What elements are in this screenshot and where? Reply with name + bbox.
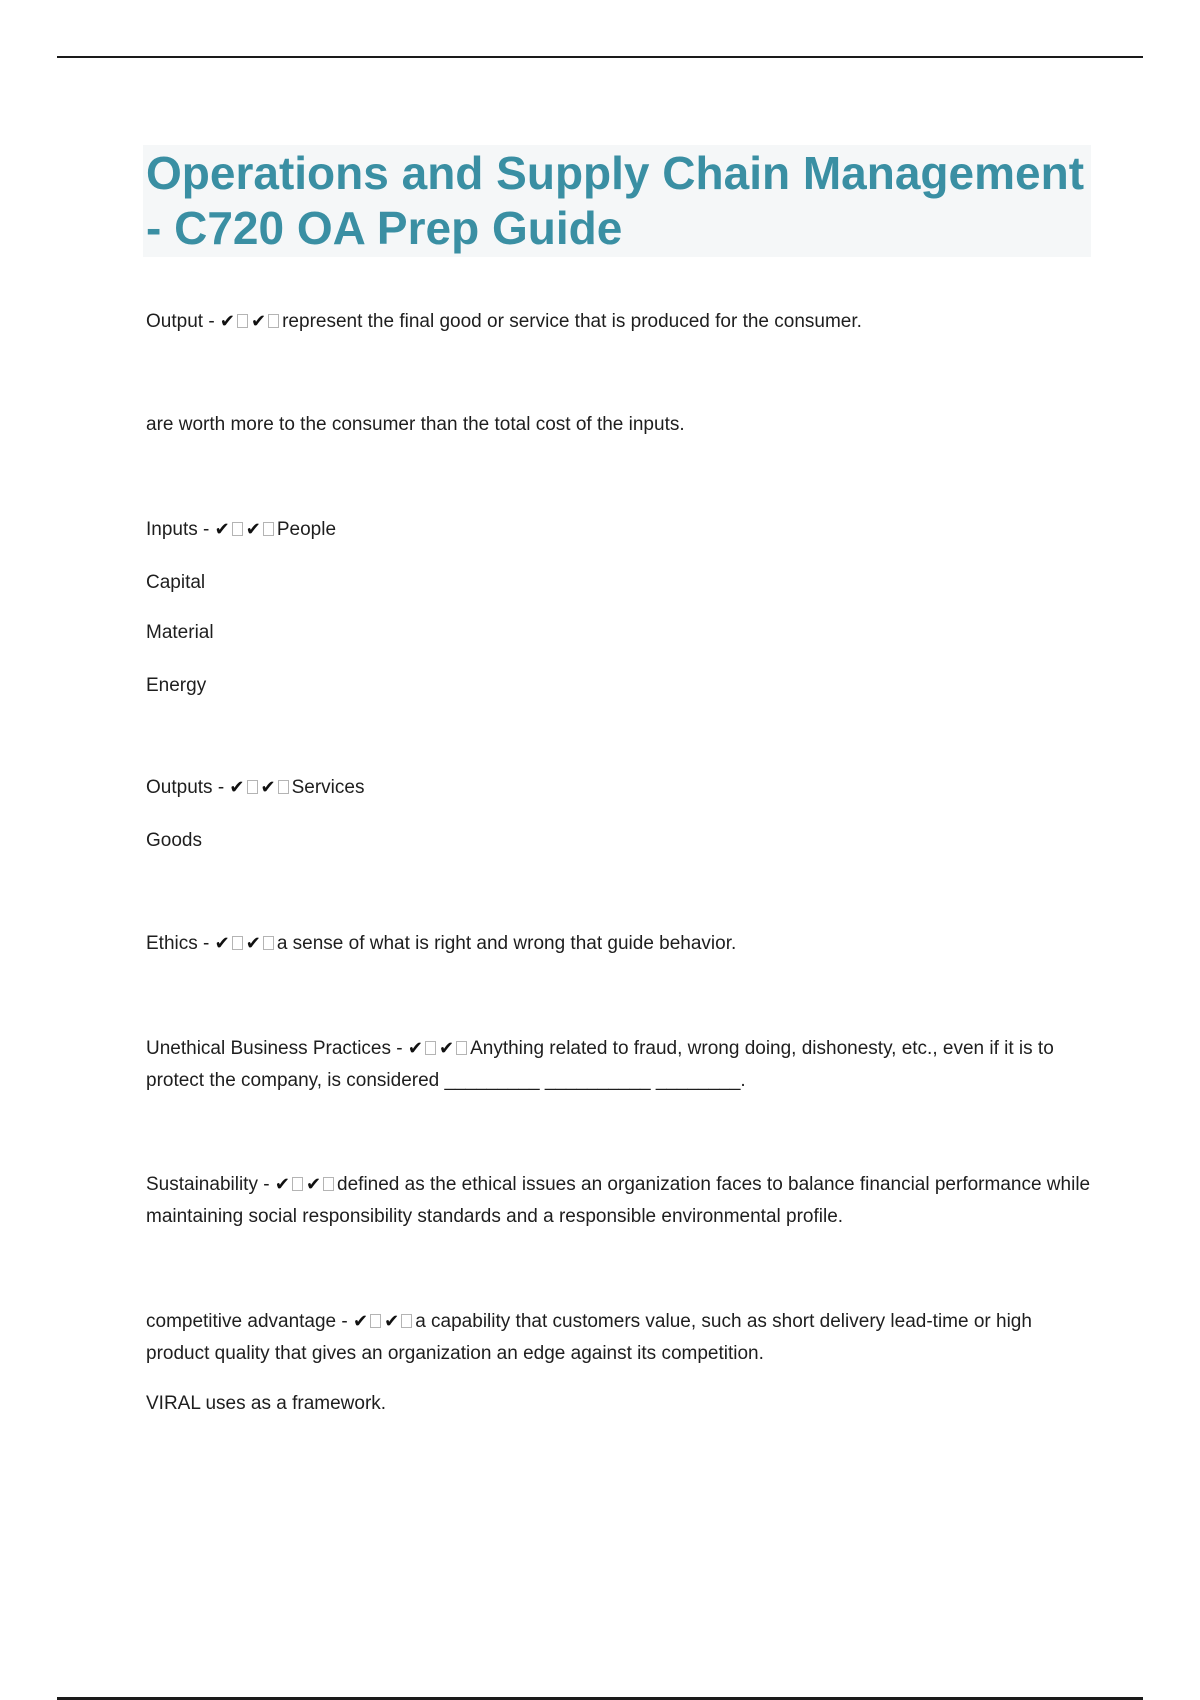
definition: represent the final good or service that is produced for the consumer. [282, 311, 862, 332]
term: competitive advantage - [146, 1311, 354, 1332]
box-icon [232, 522, 243, 536]
box-icon [456, 1041, 467, 1055]
box-icon [268, 314, 279, 328]
term: Ethics - [146, 933, 215, 954]
entry-inputs [146, 514, 336, 546]
entry-text: Capital [146, 572, 206, 593]
definition: People [276, 519, 337, 540]
term: Sustainability - [146, 1174, 275, 1195]
box-icon [323, 1177, 334, 1191]
box-icon [232, 936, 243, 950]
top-rule [57, 56, 1143, 58]
check-icon: ✔ [407, 1038, 423, 1059]
entry-text: are worth more to the consumer than the total cost of the inputs. [146, 414, 685, 435]
box-icon [278, 780, 289, 794]
check-icon: ✔ [214, 933, 230, 954]
entry-output [146, 306, 862, 338]
box-icon [401, 1314, 412, 1328]
box-icon [425, 1041, 436, 1055]
check-icon: ✔ [219, 311, 236, 332]
box-icon [247, 780, 258, 794]
entry-text: Goods [146, 830, 202, 851]
box-icon [370, 1314, 381, 1328]
term: Outputs - [146, 777, 230, 798]
check-icon: ✔ [245, 519, 261, 540]
entry-text: VIRAL uses as a framework. [146, 1393, 387, 1414]
entry-text: Energy [146, 675, 207, 696]
check-icon: ✔ [260, 777, 276, 798]
document-title: Operations and Supply Chain Management - C720 OA Prep Guide [146, 147, 1085, 254]
check-icon: ✔ [274, 1174, 290, 1195]
check-icon: ✔ [229, 777, 245, 798]
box-icon [292, 1177, 303, 1191]
term: Output - [146, 311, 220, 332]
entry-sustainability [146, 1169, 1096, 1233]
box-icon [237, 314, 248, 328]
term: Inputs - [146, 519, 215, 540]
definition: defined as the ethical issues an organization faces to balance financial performance while maintaining social responsibility standards and a responsible environmental profile. [146, 1174, 1091, 1227]
box-icon [263, 936, 274, 950]
entry-outputs [146, 772, 364, 804]
definition: a sense of what is right and wrong that guide behavior. [276, 933, 737, 954]
definition: a capability that customers value, such as short delivery lead-time or high product quality that gives an organization an edge against its competition. [146, 1311, 1032, 1364]
entry-competitive-advantage [146, 1306, 1096, 1370]
entry-ethics [146, 928, 736, 960]
definition: Anything related to fraud, wrong doing, dishonesty, etc., even if it is to protect the company, is considered _________ __________ ________. [146, 1038, 1054, 1091]
check-icon: ✔ [251, 311, 267, 332]
definition: Services [291, 777, 365, 798]
box-icon [263, 522, 274, 536]
check-icon: ✔ [214, 519, 230, 540]
entry-text: Material [146, 622, 214, 643]
term: Unethical Business Practices - [146, 1038, 408, 1059]
check-icon: ✔ [245, 933, 261, 954]
entry-unethical-business-practices [146, 1033, 1096, 1097]
check-icon: ✔ [438, 1038, 455, 1059]
check-icon: ✔ [353, 1311, 369, 1332]
check-icon: ✔ [305, 1174, 322, 1195]
check-icon: ✔ [384, 1311, 400, 1332]
